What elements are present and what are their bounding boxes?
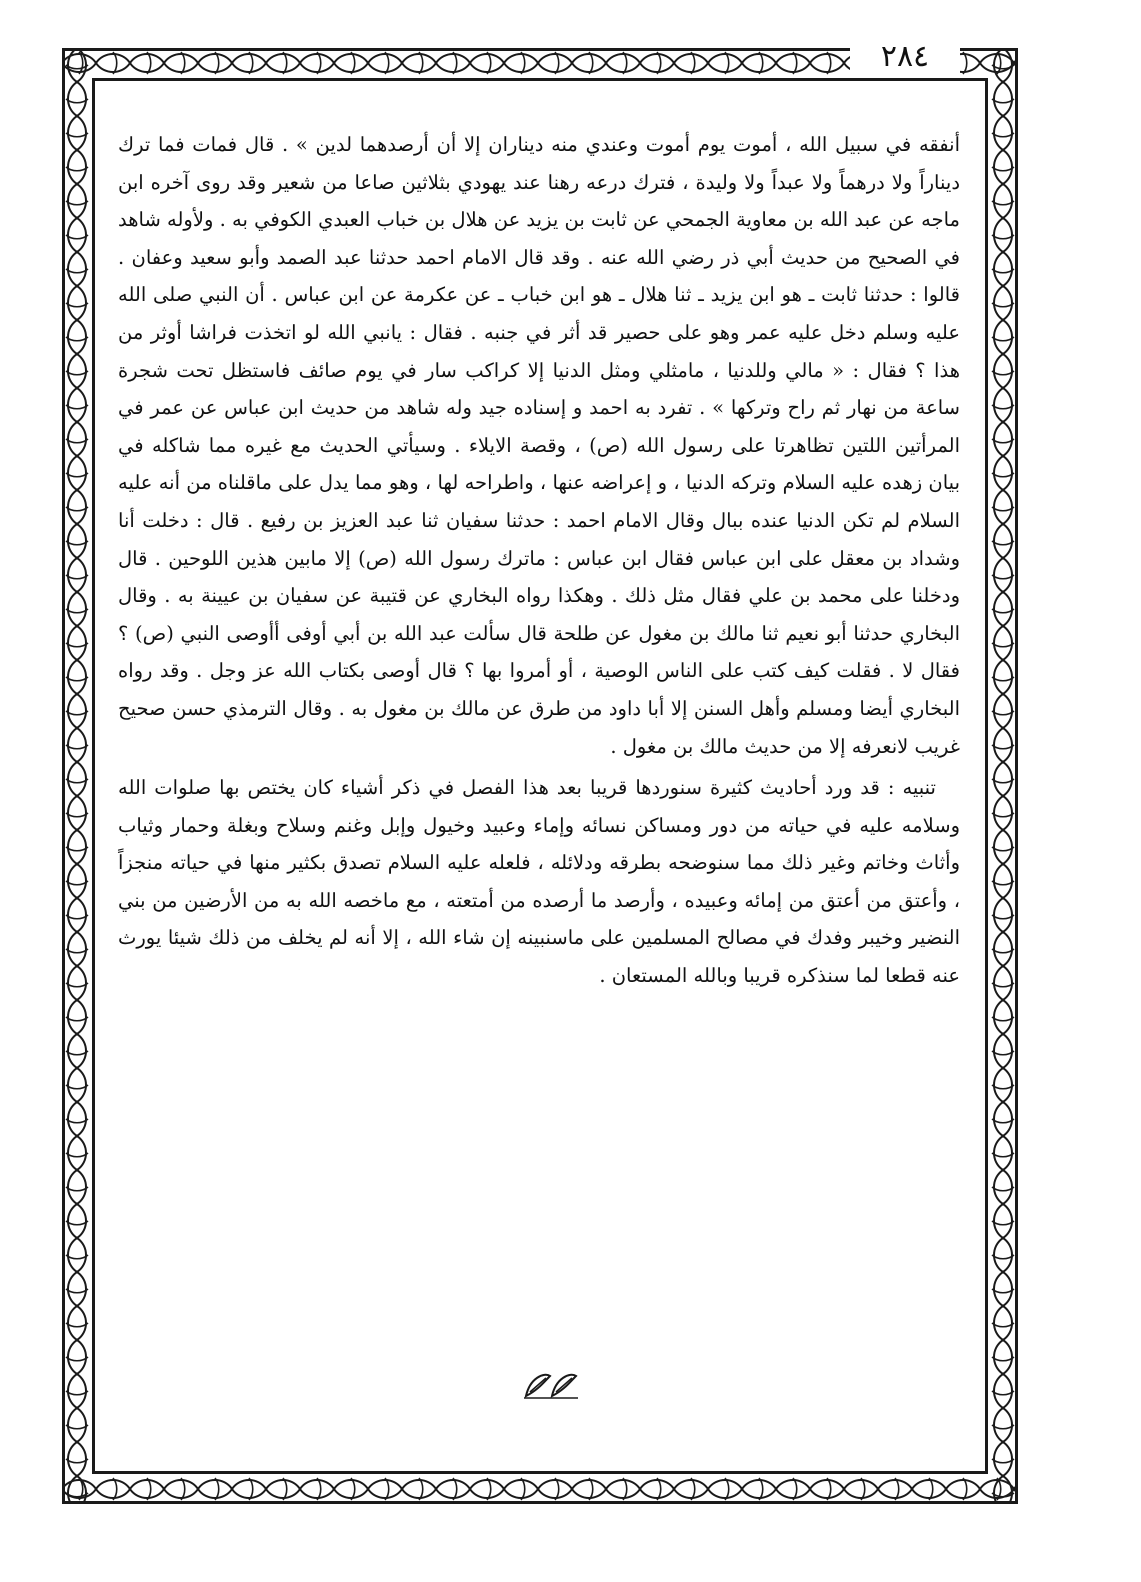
border-band-bottom [62, 1474, 1018, 1504]
border-band-left [62, 48, 92, 1504]
paragraph-main: أنفقه في سبيل الله ، أموت يوم أموت وعندي منه ديناران إلا أن أرصدهما لدين » . قال فمات فما ترك ديناراً ولا درهماً ولا عبداً ولا وليدة ، فترك درعه رهنا عند يهودي بثلاثين صاعا من شعير وقد روى آخره ابن ماجه عن عبد الله بن معاوية الجمحي عن ثابت بن يزيد عن هلال بن خباب العبدي الكوفي به . ولأوله شاهد في الصحيح من حديث أبي ذر رضي الله عنه . وقد قال الامام احمد حدثنا عبد الصمد وأبو سعيد وعفان . قالوا : حدثنا ثابت ـ هو ابن يزيد ـ ثنا هلال ـ هو ابن خباب ـ عن عكرمة عن ابن عباس . أن النبي صلى الله عليه وسلم دخل عليه عمر وهو على حصير قد أثر في جنبه . فقال : يانبي الله لو اتخذت فراشا أوثر من هذا ؟ فقال : « مالي وللدنيا ، مامثلي ومثل الدنيا إلا كراكب سار في يوم صائف فاستظل تحت شجرة ساعة من نهار ثم راح وتركها » . تفرد به احمد و إسناده جيد وله شاهد من حديث ابن عباس عن عمر في المرأتين اللتين تظاهرتا على رسول الله (ص) ، وقصة الايلاء . وسيأتي الحديث مع غيره مما شاكله في بيان زهده عليه السلام وتركه الدنيا ، و إعراضه عنها ، واطراحه لها ، وهو مما يدل على ماقلناه من أنه عليه السلام لم تكن الدنيا عنده ببال وقال الامام احمد : حدثنا سفيان ثنا عبد العزيز بن رفيع . قال : دخلت أنا وشداد بن معقل على ابن عباس فقال ابن عباس : ماترك رسول الله (ص) إلا مابين هذين اللوحين . قال ودخلنا على محمد بن علي فقال مثل ذلك . وهكذا رواه البخاري عن قتيبة عن سفيان بن عيينة به . وقال البخاري حدثنا أبو نعيم ثنا مالك بن مغول عن طلحة قال سألت عبد الله بن أبي أوفى أأوصى النبي (ص) ؟ فقال لا . فقلت كيف كتب على الناس الوصية ، أو أمروا بها ؟ قال أوصى بكتاب الله عز وجل . وقد رواه البخاري أيضا ومسلم وأهل السنن إلا أبا داود من طرق عن مالك بن مغول به . وقال الترمذي حسن صحيح غريب لانعرفه إلا من حديث مالك بن مغول . [118, 133, 960, 758]
main-text [118, 126, 960, 995]
end-ornament-icon [520, 1368, 582, 1402]
paragraph-note: تنبيه : قد ورد أحاديث كثيرة سنوردها قريبا بعد هذا الفصل في ذكر أشياء كان يختص بها صلوات الله وسلامه عليه في حياته من دور ومساكن نسائه وإماء وعبيد وخيول وإبل وغنم وسلاح وبغلة وحمار وثياب وأثاث وخاتم وغير ذلك مما سنوضحه بطرقه ودلائله ، فلعله عليه السلام تصدق بكثير منها في حياته منجزاً ، وأعتق من أعتق من إمائه وعبيده ، وأرصد ما أرصده من أمتعته ، مع ماخصه الله به من الأرضين من بني النضير وخيبر وفدك في مصالح المسلمين على ماسنبينه إن شاء الله ، إلا أنه لم يخلف من ذلك شيئا يورث عنه قطعا لما سنذكره قريبا وبالله المستعان . [118, 776, 960, 988]
page-number: ٢٨٤ [850, 36, 960, 78]
border-band-right [988, 48, 1018, 1504]
